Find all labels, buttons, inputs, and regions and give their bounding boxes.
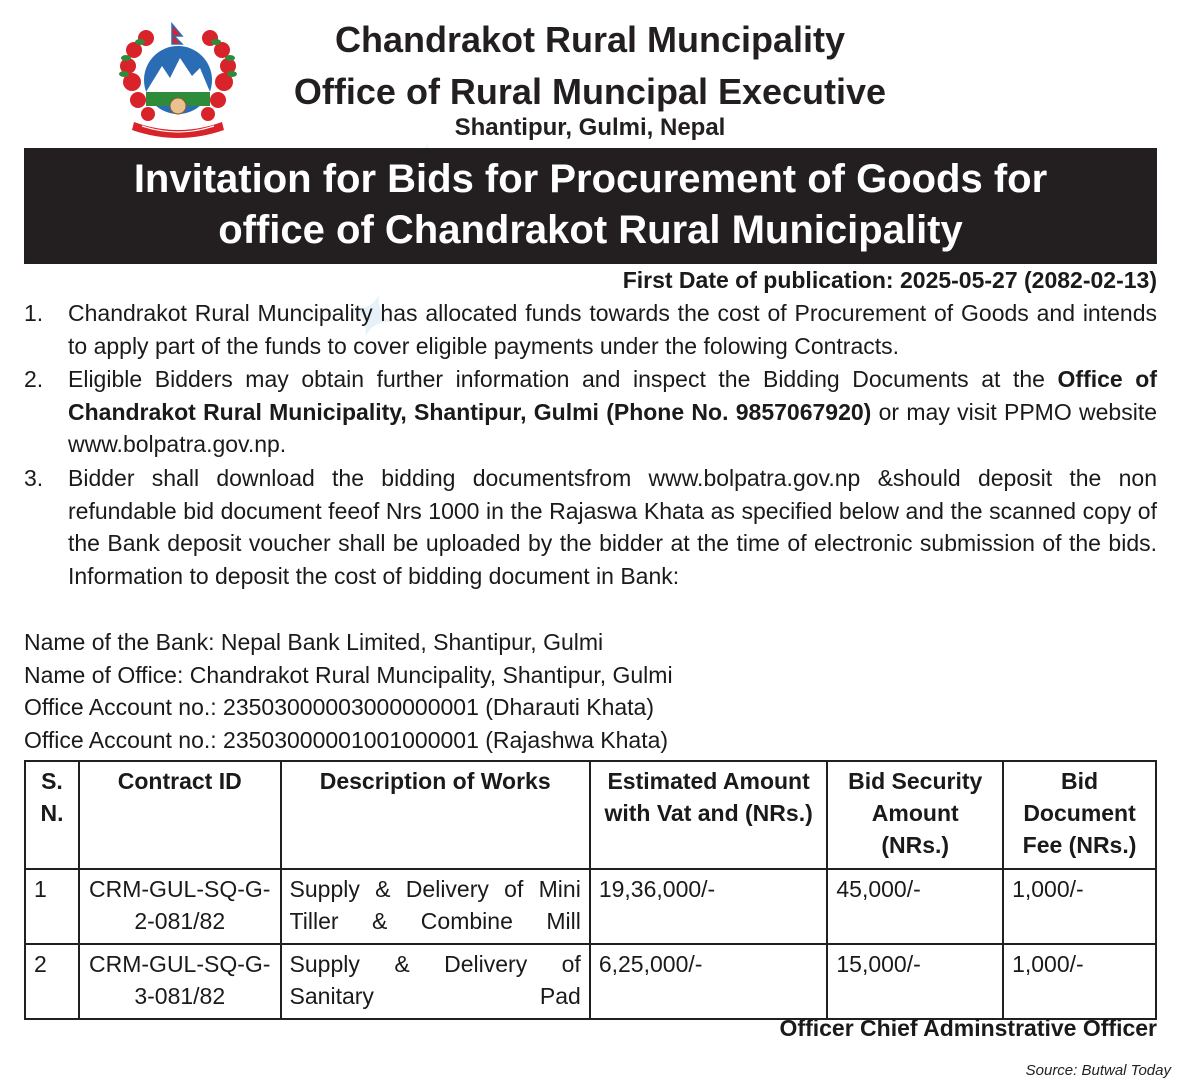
account-rajashwa: Office Account no.: 23503000001001000001 (Rajashwa Khata)	[24, 727, 669, 753]
cell-sn: 2	[25, 944, 79, 1019]
signoff: Officer Chief Adminstrative Officer	[779, 1015, 1157, 1041]
cell-bid-security: 15,000/-	[827, 944, 1003, 1019]
clause-text: Bidder shall download the bidding documentsfrom www.bolpatra.gov.np &should deposit the non refundable bid document feeof Nrs 1000 in the Rajaswa Khata as specified below and the scanned copy of the Bank deposit voucher shall be uploaded by the bidder at the time of electronic submission of the bids. Information to deposit the cost of bidding document in Bank:	[68, 465, 1157, 589]
municipality-name: Chandrakot Rural Muncipality	[334, 19, 846, 60]
clause-text: Chandrakot Rural Muncipality has allocated funds towards the cost of Procurement of Goods and intends to apply part of the funds to cover eligible payments under the folowing Contracts.	[68, 300, 1157, 359]
clause-2	[24, 363, 1157, 461]
publication-date: First Date of publication: 2025-05-27 (2082-02-13)	[622, 267, 1157, 293]
clause-number: 3.	[24, 465, 44, 491]
header-doc-fee: Bid Document Fee (NRs.)	[1003, 761, 1156, 869]
header-sn: S. N.	[25, 761, 79, 869]
table-row	[25, 869, 1156, 944]
table-row	[25, 944, 1156, 1019]
cell-doc-fee: 1,000/-	[1003, 869, 1156, 944]
header-bid-security: Bid Security Amount (NRs.)	[827, 761, 1003, 869]
header-estimated-amount: Estimated Amount with Vat and (NRs.)	[590, 761, 828, 869]
clause-text	[68, 363, 1157, 461]
clause-office-contact: Office of Chandrakot Rural Municipality, Shantipur, Gulmi (Phone No. 9857067920)	[68, 366, 1158, 425]
cell-description: Supply & Delivery of Sanitary Pad	[281, 944, 590, 1019]
cell-sn: 1	[25, 869, 79, 944]
cell-bid-security: 45,000/-	[827, 869, 1003, 944]
office-name: Office of Rural Muncipal Executive	[293, 71, 887, 112]
cell-estimated-amount: 6,25,000/-	[590, 944, 828, 1019]
cell-contract-id: CRM-GUL-SQ-G-2-081/82	[79, 869, 281, 944]
header-description: Description of Works	[281, 761, 590, 869]
bids-table	[24, 760, 1157, 1020]
clause-text-part: Eligible Bidders may obtain further information and inspect the Bidding Documents at the	[68, 366, 1045, 392]
notice-title-line1: Invitation for Bids for Procurement of Goods for	[133, 157, 1048, 201]
clause-3	[24, 462, 1157, 592]
cell-description: Supply & Delivery of Mini Tiller & Combine Mill	[281, 869, 590, 944]
clause-number: 1.	[24, 300, 44, 326]
header-contract-id: Contract ID	[79, 761, 281, 869]
office-location: Shantipur, Gulmi, Nepal	[454, 114, 726, 141]
cell-contract-id: CRM-GUL-SQ-G-3-081/82	[79, 944, 281, 1019]
cell-doc-fee: 1,000/-	[1003, 944, 1156, 1019]
notice-title-line2: office of Chandrakot Rural Municipality	[218, 208, 963, 252]
account-dharauti: Office Account no.: 23503000003000000001 (Dharauti Khata)	[24, 694, 654, 720]
notice-title-banner	[24, 148, 1157, 264]
office-account-name: Name of Office: Chandrakot Rural Muncipality, Shantipur, Gulmi	[24, 662, 673, 688]
bank-name: Name of the Bank: Nepal Bank Limited, Shantipur, Gulmi	[24, 629, 604, 655]
clause-number: 2.	[24, 366, 44, 392]
clause-text-part: or may visit PPMO website www.bolpatra.gov.np.	[68, 398, 1158, 457]
source-credit: Source: Butwal Today	[1025, 1062, 1171, 1079]
nepal-emblem-logo	[112, 22, 244, 140]
cell-estimated-amount: 19,36,000/-	[590, 869, 828, 944]
table-header-row	[25, 761, 1156, 869]
clause-1	[24, 297, 1157, 362]
